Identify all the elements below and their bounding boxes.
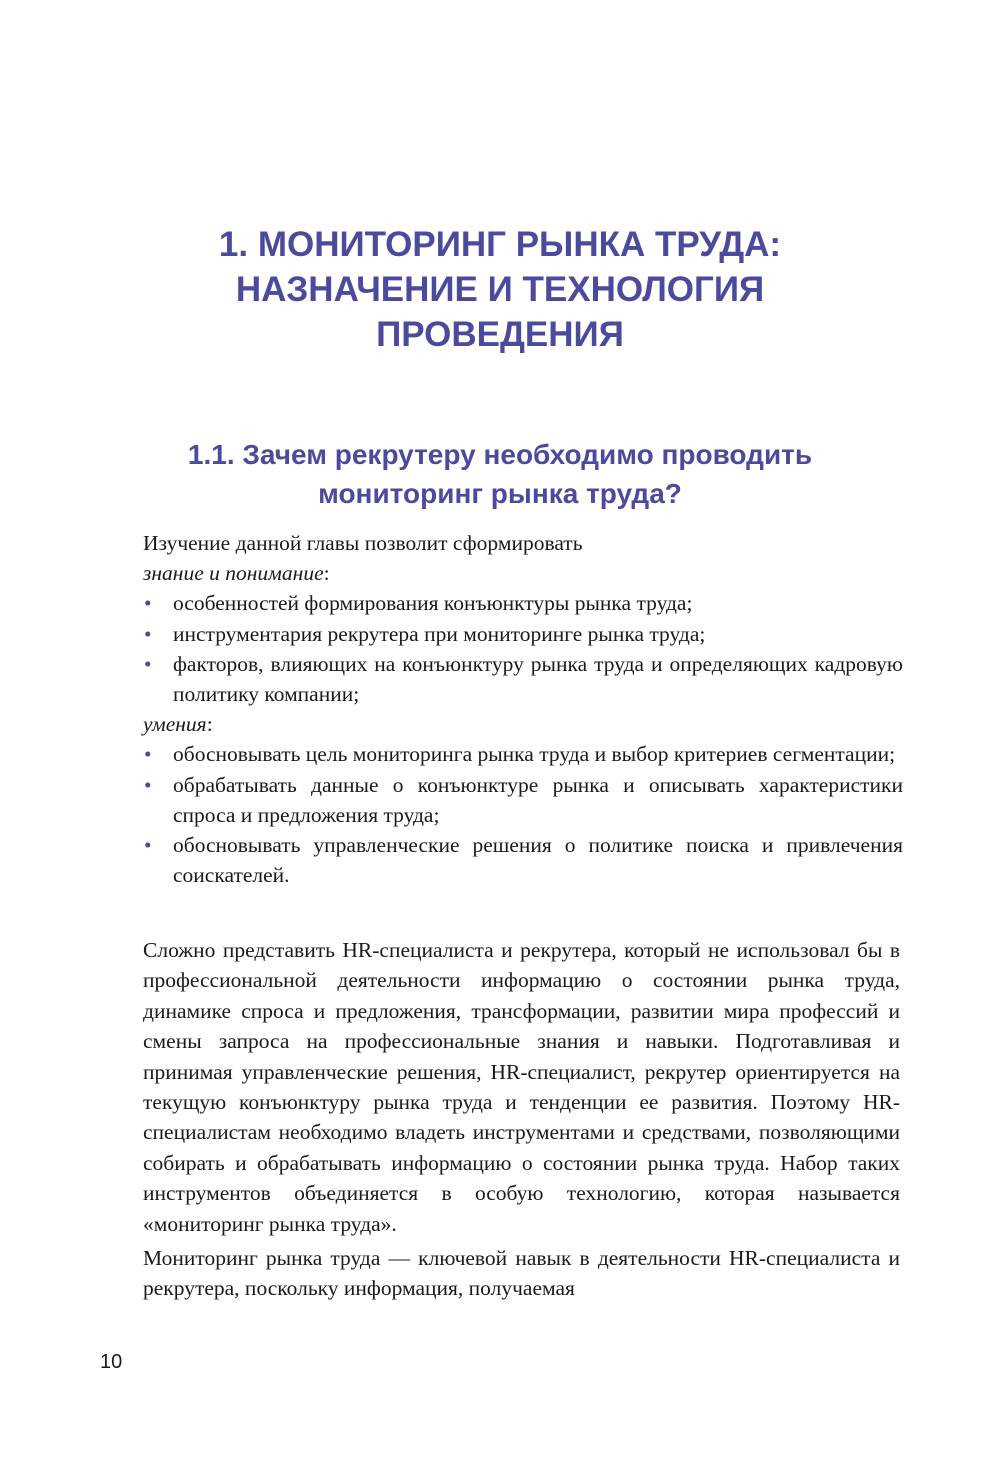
chapter-title-line: ПРОВЕДЕНИЯ [376,315,624,354]
list-item-text: обосновывать цель мониторинга рынка труда и выбор критериев сегментации; [173,742,896,767]
list-item [143,770,903,830]
knowledge-label: знание и понимание [143,561,324,586]
bullet-icon: • [144,742,152,767]
learning-objectives [143,528,903,890]
knowledge-list [143,588,903,709]
list-item-text: обрабатывать данные о конъюнктуре рынка и описывать характеристики спроса и предложения труда; [173,772,903,827]
list-item-text: факторов, влияющих на конъюнктуру рынка труда и определяющих кадровую политику компании; [173,651,903,707]
list-item-text: инструментария рекрутера при мониторинге рынка труда; [173,621,706,646]
list-item [143,588,903,618]
bullet-icon: • [144,772,152,797]
list-item-text: особенностей формирования конъюнктуры рынка труда; [173,591,693,616]
knowledge-heading [143,558,903,588]
page-number: 10 [100,1351,123,1373]
paragraph: Мониторинг рынка труда — ключевой навык в деятельности HR-специалиста и рекрутера, поскольку информация, получаемая [143,1246,900,1301]
chapter-title-line: 1. МОНИТОРИНГ РЫНКА ТРУДА: [218,225,782,264]
bullet-icon: • [144,591,152,616]
list-item [143,619,903,649]
section-title [0,435,1000,513]
bullet-icon: • [144,621,152,646]
skills-list [143,739,903,890]
chapter-title-line: НАЗНАЧЕНИЕ И ТЕХНОЛОГИЯ [235,270,765,309]
chapter-title [0,222,1000,357]
skills-label: умения [143,712,207,737]
objectives-intro: Изучение данной главы позволит сформировать [143,531,583,555]
knowledge-colon: : [323,561,330,586]
list-item [143,830,903,890]
paragraph: Сложно представить HR-специалиста и рекрутера, который не использовал бы в профессиональной деятельности информацию о состоянии рынка труда, динамике спроса и предложения, трансформации, развитии мира профессий и смены запроса на профессиональные знания и навыки. Подготавливая и принимая управленческие решения, HR-специалист, рекрутер ориентируется на текущую конъюнктуру рынка труда и тенденции ее развития. Поэтому HR-специалистам необходимо владеть инструментами и средствами, позволяющими собирать и обрабатывать информацию о состоянии рынка труда. Набор таких инструментов объединяется в особую технологию, которая называется «мониторинг рынка труда». [143,938,900,1236]
bullet-icon: • [144,651,152,676]
list-item [143,649,903,709]
body-text [143,935,900,1308]
bullet-icon: • [144,833,152,858]
section-title-line: мониторинг рынка труда? [318,478,682,509]
skills-heading [143,709,903,739]
list-item-text: обосновывать управленческие решения о политике поиска и привлечения соискателей. [173,833,903,888]
skills-colon: : [206,712,213,737]
section-title-line: 1.1. Зачем рекрутеру необходимо проводить [187,439,813,470]
list-item [143,739,903,769]
